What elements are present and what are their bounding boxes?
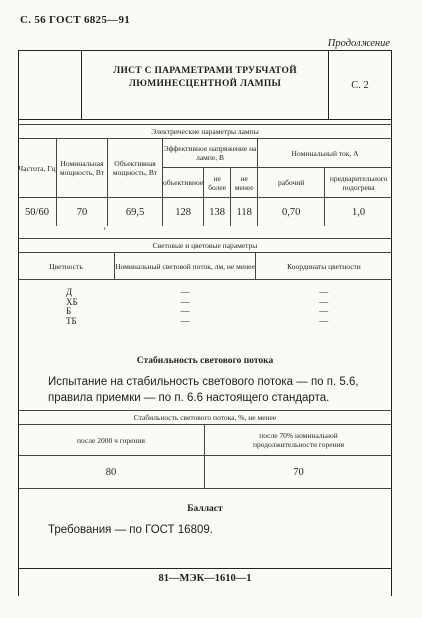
value-objective-power: 69,5 (108, 198, 163, 227)
continuation-label: Продолжение (327, 38, 390, 49)
list-item: Б (66, 306, 72, 316)
col-objective-power: Объективная мощность, Вт (108, 139, 163, 198)
value-nominal-power: 70 (57, 198, 108, 227)
color-list (18, 280, 115, 337)
value-current-preheat: 1,0 (325, 198, 392, 227)
ballast-text: Требования — по ГОСТ 16809. (48, 524, 213, 536)
list-item: Д (66, 287, 73, 297)
col-frequency: Частота, Гц (18, 139, 57, 198)
sheet-number: С. 2 (328, 51, 391, 119)
stability-caption: Стабильность светового потока, %, не менее (18, 411, 392, 425)
ballast-title: Балласт (187, 504, 223, 514)
sheet-title-line-1: ЛИСТ С ПАРАМЕТРАМИ ТРУБЧАТОЙ (113, 66, 297, 76)
list-item: ТБ (66, 315, 77, 326)
flux-dash: — (180, 306, 190, 316)
stability-title: Стабильность светового потока (136, 356, 274, 366)
value-frequency: 50/60 (18, 198, 57, 227)
light-parameters-table (18, 238, 392, 336)
tick-mark: ı (104, 226, 106, 232)
chroma-dash: — (319, 315, 329, 326)
chroma-dash: — (319, 296, 329, 307)
value-after-2000h: 80 (18, 456, 205, 489)
value-voltage-objective: 128 (163, 198, 204, 227)
value-after-70pct: 70 (205, 456, 393, 489)
col-current-preheat: предварительного подогрева (325, 168, 392, 198)
chromaticity-values (256, 280, 393, 337)
col-chromaticity: Координаты цветности (256, 253, 393, 280)
value-current-working: 0,70 (258, 198, 325, 227)
col-color-type: Цветность (18, 253, 115, 280)
col-after-70pct: после 70% номинальной продолжительности горения (205, 425, 393, 456)
flux-dash: — (180, 315, 190, 326)
page-reference: С. 56 ГОСТ 6825—91 (20, 14, 131, 26)
title-block-left-cell (19, 51, 82, 119)
col-nominal-power: Номинальная мощность, Вт (57, 139, 108, 198)
electrical-caption: Электрические параметры лампы (18, 125, 392, 139)
table-row (18, 456, 392, 489)
flux-dash: — (180, 296, 190, 307)
chroma-dash: — (319, 287, 329, 297)
col-voltage: Эффективное напряжение на лампе, В (163, 139, 258, 168)
footer-code: 81—МЭК—1610—1 (18, 568, 392, 584)
table-row (18, 280, 392, 337)
sheet-title-line-2: ЛЮМИНЕСЦЕНТНОЙ ЛАМПЫ (128, 79, 282, 89)
col-current-working: рабочий (258, 168, 325, 198)
stability-table (18, 410, 392, 489)
col-luminous-flux: Номинальный световой поток, лм, не менее (115, 253, 256, 280)
col-after-2000h: после 2000 ч горения (18, 425, 205, 456)
col-voltage-min: не менее (231, 168, 258, 198)
col-voltage-objective: объективное (163, 168, 204, 198)
col-current: Номинальный ток, А (258, 139, 392, 168)
table-row (18, 198, 392, 227)
electrical-parameters-table (18, 124, 392, 226)
stability-text: Испытание на стабильность светового потока — по п. 5.6, правила приемки — по п. 6.6 настоящего стандарта. (48, 376, 359, 404)
flux-values (115, 280, 256, 337)
chroma-dash: — (319, 306, 329, 316)
sheet-title (83, 65, 327, 91)
list-item: ХБ (66, 296, 78, 307)
value-voltage-max: 138 (204, 198, 231, 227)
light-caption: Световые и цветовые параметры (18, 239, 392, 253)
flux-dash: — (180, 287, 190, 297)
value-voltage-min: 118 (231, 198, 258, 227)
title-block (18, 50, 392, 120)
col-voltage-max: не более (204, 168, 231, 198)
